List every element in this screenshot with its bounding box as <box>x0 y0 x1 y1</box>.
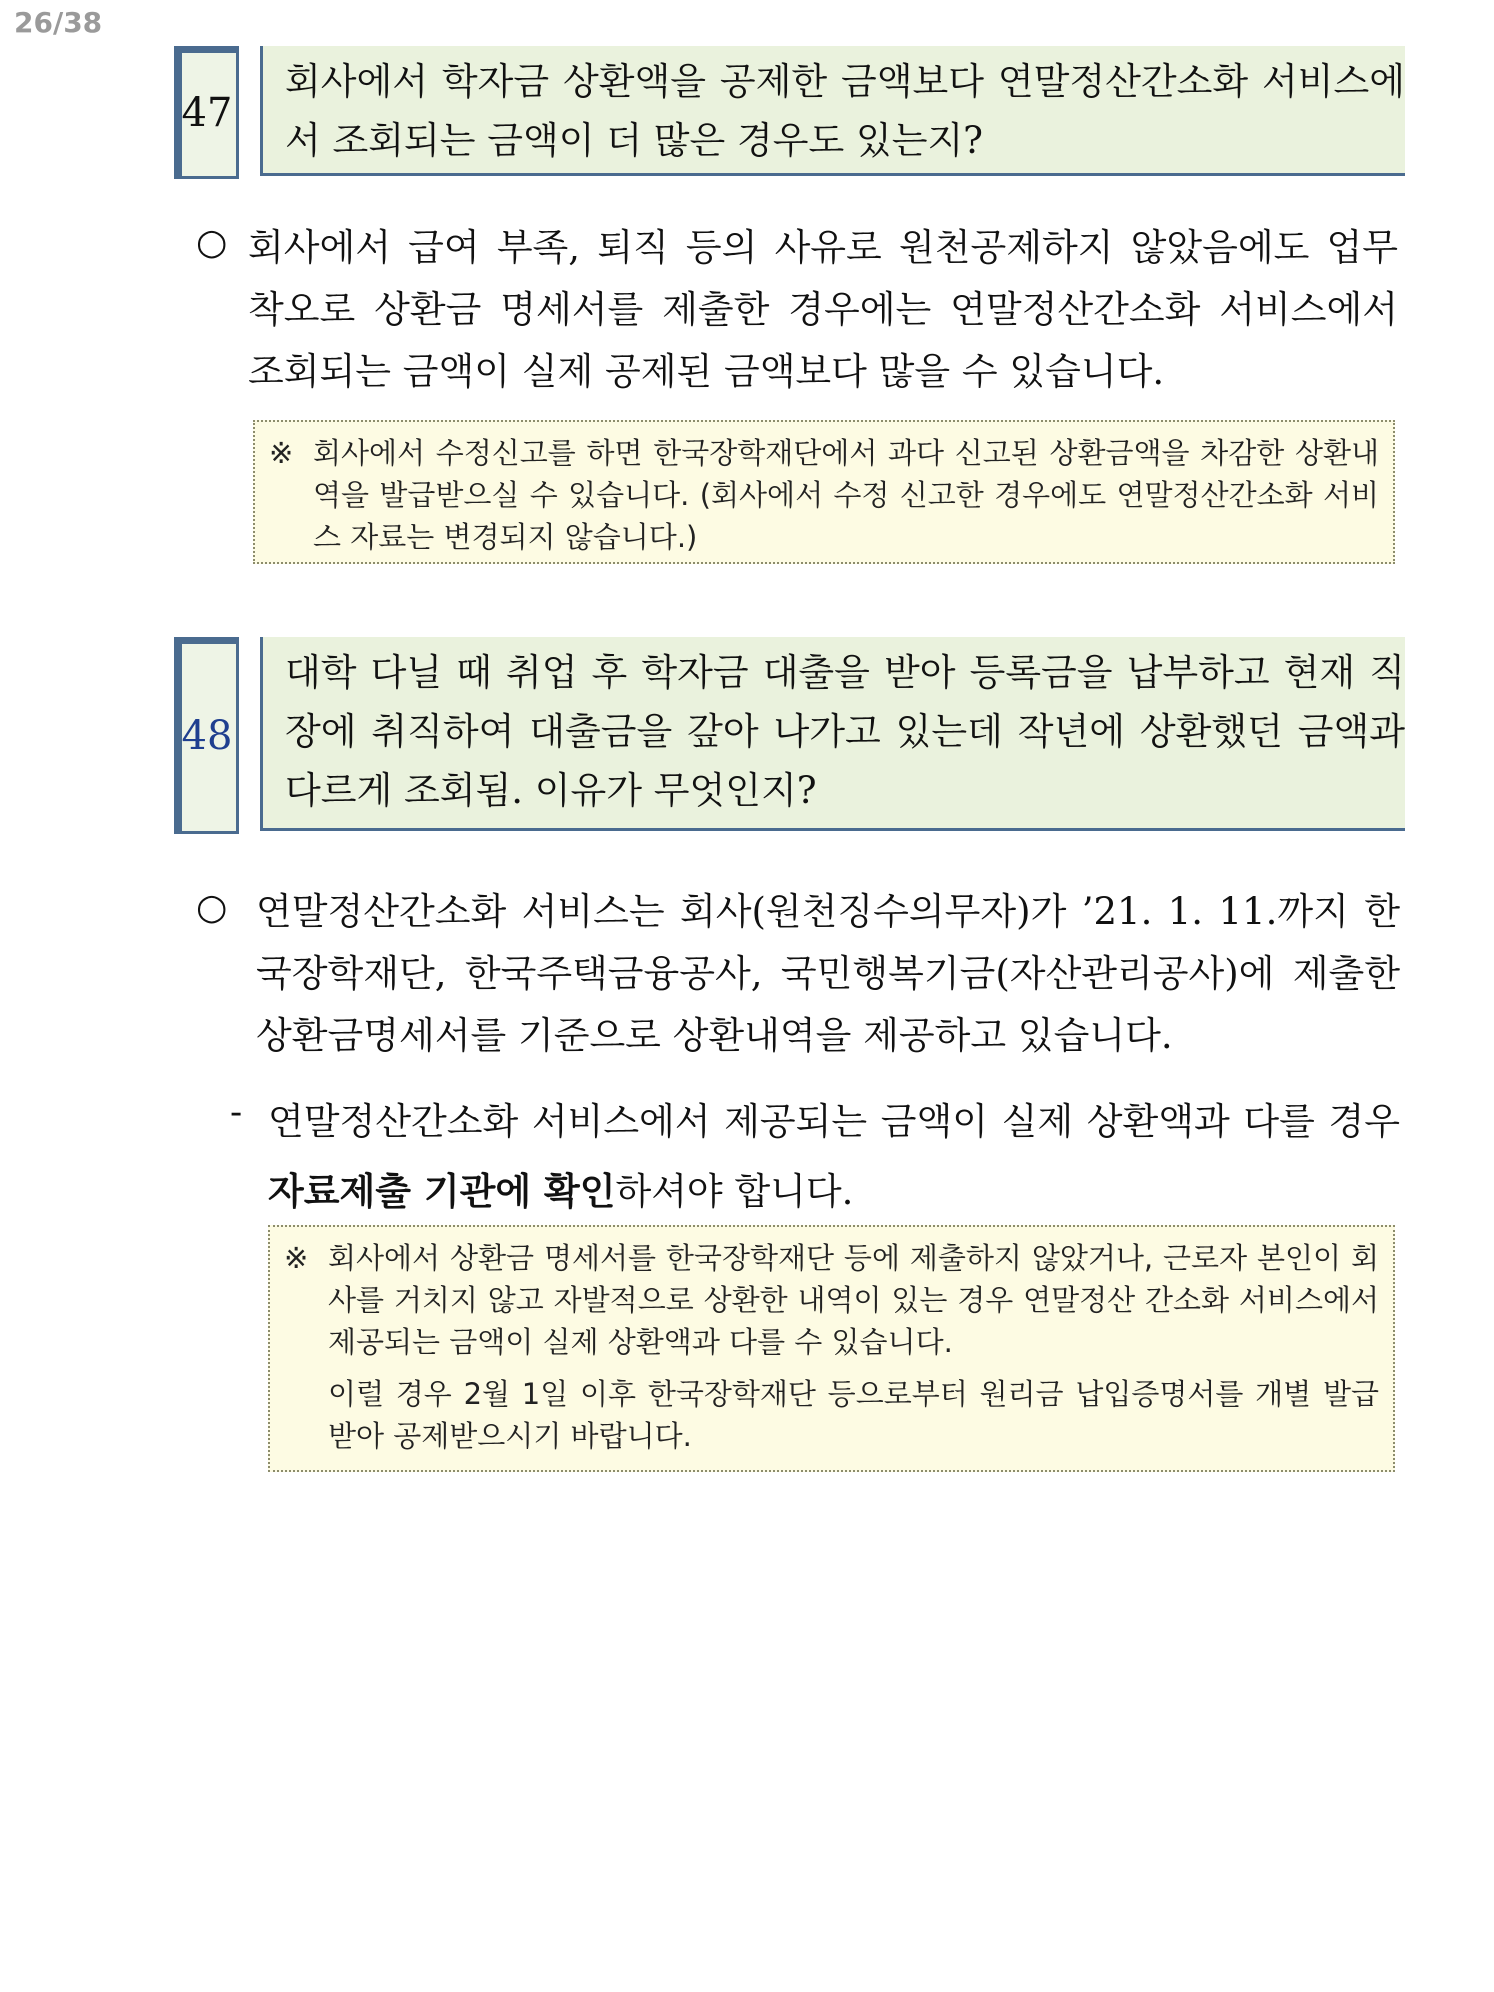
note-text-48 <box>328 1237 1379 1457</box>
question-block-48 <box>175 637 1405 833</box>
page-counter: 26/38 <box>14 6 103 39</box>
sub-answer-emphasis: 자료제출 기관에 확인 <box>268 1170 616 1213</box>
answer-bullet-48: ○ <box>196 887 228 928</box>
question-block-47 <box>175 46 1405 178</box>
note-box-47 <box>253 420 1395 564</box>
sub-answer-post: 하셔야 합니다. <box>615 1170 854 1213</box>
note-text-47: 회사에서 수정신고를 하면 한국장학재단에서 과다 신고된 상환금액을 차감한 상환내역을 발급받으실 수 있습니다. (회사에서 수정 신고한 경우에도 연말정산간소화 서비스 자료는 변경되지 않습니다.) <box>313 436 1379 554</box>
question-number-47: 47 <box>175 46 239 179</box>
question-text-48: 대학 다닐 때 취업 후 학자금 대출을 받아 등록금을 납부하고 현재 직장에 취직하여 대출금을 갚아 나가고 있는데 작년에 상환했던 금액과 다르게 조회됨. 이유가 무엇인지? <box>260 637 1405 831</box>
note-mark: ※ <box>284 1241 309 1275</box>
sub-answer-text-48 <box>268 1087 1400 1227</box>
question-text-47: 회사에서 학자금 상환액을 공제한 금액보다 연말정산간소화 서비스에서 조회되는 금액이 더 많은 경우도 있는지? <box>260 46 1405 176</box>
answer-text-48: 연말정산간소화 서비스는 회사(원천징수의무자)가 ’21. 1. 11.까지 한국장학재단, 한국주택금융공사, 국민행복기금(자산관리공사)에 제출한 상환금명세서를 기준으로 상환내역을 제공하고 있습니다. <box>256 890 1400 1057</box>
question-number-48: 48 <box>175 637 239 834</box>
note-mark: ※ <box>269 436 294 470</box>
sub-answer-dash: - <box>230 1092 243 1133</box>
answer-bullet-47: ○ <box>196 222 228 263</box>
note-box-48 <box>268 1225 1395 1472</box>
answer-text-47: 회사에서 급여 부족, 퇴직 등의 사유로 원천공제하지 않았음에도 업무 착오로 상환금 명세서를 제출한 경우에는 연말정산간소화 서비스에서 조회되는 금액이 실제 공제된 금액보다 많을 수 있습니다. <box>248 226 1398 393</box>
sub-answer-pre: 연말정산간소화 서비스에서 제공되는 금액이 실제 상환액과 다를 경우 <box>268 1100 1400 1143</box>
note-paragraph-2: 이럴 경우 2월 1일 이후 한국장학재단 등으로부터 원리금 납입증명서를 개별 발급받아 공제받으시기 바랍니다. <box>328 1377 1379 1453</box>
note-paragraph-1: 회사에서 상환금 명세서를 한국장학재단 등에 제출하지 않았거나, 근로자 본인이 회사를 거치지 않고 자발적으로 상환한 내역이 있는 경우 연말정산 간소화 서비스에서 제공되는 금액이 실제 상환액과 다를 수 있습니다. <box>328 1241 1379 1359</box>
